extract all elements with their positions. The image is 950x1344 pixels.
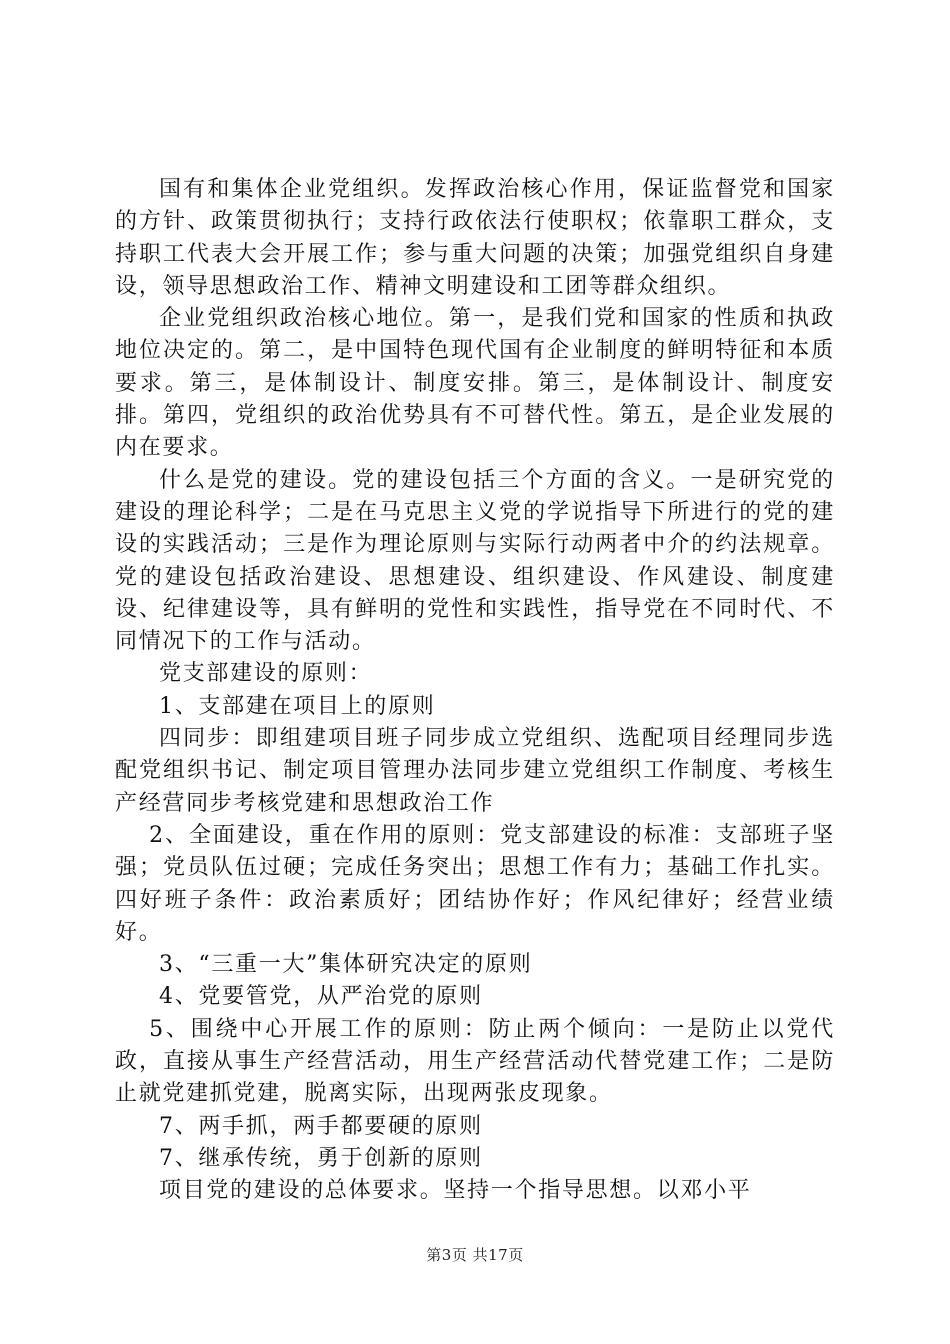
paragraph-principle-5: 5、围绕中心开展工作的原则：防止两个倾向：一是防止以党代政，直接从事生产经营活动，用生产经营活动代替党建工作；二是防止就党建抓党建，脱离实际，出现两张皮现象。	[115, 1016, 835, 1107]
paragraph-party-organization-role: 国有和集体企业党组织。发挥政治核心作用，保证监督党和国家的方针、政策贯彻执行；支持行政依法行使职权；依靠职工群众，支持职工代表大会开展工作；参与重大问题的决策；加强党组织自身建设，领导思想政治工作、精神文明建设和工团等群众组织。	[115, 177, 835, 299]
paragraph-core-position: 企业党组织政治核心地位。第一，是我们党和国家的性质和执政地位决定的。第二，是中国特色现代国有企业制度的鲜明特征和本质要求。第三，是体制设计、制度安排。第三，是体制设计、制度安排。第四，党组织的政治优势具有不可替代性。第五，是企业发展的内在要求。	[115, 306, 835, 461]
document-body	[115, 174, 835, 1208]
paragraph-principle-3: 3、“三重一大”集体研究决定的原则	[159, 952, 533, 978]
paragraph-party-building-definition: 什么是党的建设。党的建设包括三个方面的含义。一是研究党的建设的理论科学；二是在马克思主义党的学说指导下所进行的党的建设的实践活动；三是作为理论原则与实际行动两者中介的约法规章。党的建设包括政治建设、思想建设、组织建设、作风建设、制度建设、纪律建设等，具有鲜明的党性和实践性，指导党在不同时代、不同情况下的工作与活动。	[115, 467, 835, 655]
paragraph-principle-7a: 7、两手抓，两手都要硬的原则	[159, 1113, 483, 1139]
paragraph-principle-4: 4、党要管党，从严治党的原则	[159, 984, 483, 1010]
paragraph-principle-2: 2、全面建设，重在作用的原则：党支部建设的标准：支部班子坚强；党员队伍过硬；完成任务突出；思想工作有力；基础工作扎实。四好班子条件：政治素质好；团结协作好；作风纪律好；经营业绩好。	[115, 822, 835, 945]
page-footer	[0, 1245, 950, 1265]
paragraph-branch-principles-heading: 党支部建设的原则：	[159, 661, 373, 687]
paragraph-overall-requirements: 项目党的建设的总体要求。坚持一个指导思想。以邓小平	[159, 1178, 752, 1204]
paragraph-principle-7b: 7、继承传统，勇于创新的原则	[159, 1145, 483, 1171]
paragraph-principle-1: 1、支部建在项目上的原则	[159, 693, 436, 719]
page-number-label: 第3页 共17页	[426, 1246, 524, 1264]
paragraph-four-synchronous: 四同步：即组建项目班子同步成立党组织、选配项目经理同步选配党组织书记、制定项目管理办法同步建立党组织工作制度、考核生产经营同步考核党建和思想政治工作	[115, 726, 835, 816]
